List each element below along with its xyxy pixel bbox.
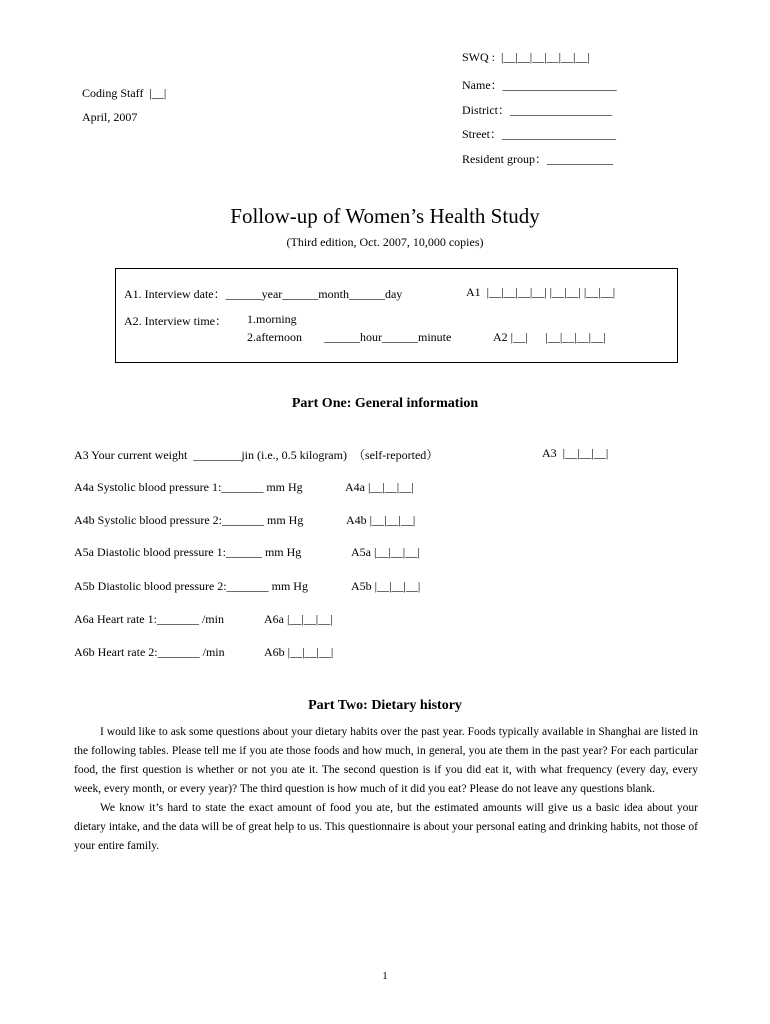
page-number: 1 <box>382 970 388 982</box>
a6a-code-field[interactable]: A6a |__|__|__| <box>264 612 333 626</box>
coding-staff-field[interactable]: Coding Staff |__| <box>82 86 167 100</box>
a2-code-field[interactable]: A2 |__| |__|__|__|__| <box>493 330 606 344</box>
district-field[interactable]: District：_________________ <box>462 103 612 117</box>
a1-code-field[interactable]: A1 |__|__|__|__| |__|__| |__|__| <box>466 285 616 299</box>
interview-time-field[interactable]: ______hour______minute <box>324 330 452 344</box>
interview-date-field[interactable]: A1. Interview date：______year______month______day <box>124 287 403 301</box>
a5a-diastolic-field[interactable]: A5a Diastolic blood pressure 1:______ mm Hg <box>74 545 302 559</box>
resident-group-field[interactable]: Resident group：___________ <box>462 152 613 166</box>
a4b-code-field[interactable]: A4b |__|__|__| <box>346 513 416 527</box>
name-field[interactable]: Name：___________________ <box>462 78 617 92</box>
intro-paragraph: I would like to ask some questions about your dietary habits over the past year. Foods typically available in Shanghai are listed in the following tables. Please tell me if you ate those foods and how much, in general, you ate them in the past year? For each particular food, the first question is whether or not you ate it. The second question is if you did eat it, with what frequency (every day, every week, every month, or every year)? The third question is how much of it did you eat? Please do not leave any questions blank. <box>74 726 698 795</box>
swq-code-field[interactable]: SWQ : |__|__|__|__|__|__| <box>462 50 590 64</box>
document-date: April, 2007 <box>82 110 138 124</box>
a3-weight-field[interactable]: A3 Your current weight ________jin (i.e., 0.5 kilogram) （self-reported） <box>74 448 439 462</box>
a4a-code-field[interactable]: A4a |__|__|__| <box>345 480 414 494</box>
interview-time-label: A2. Interview time： <box>124 314 227 328</box>
a6b-heart-rate-field[interactable]: A6b Heart rate 2:_______ /min <box>74 645 225 659</box>
option-afternoon[interactable]: 2.afternoon <box>247 330 302 344</box>
street-field[interactable]: Street：___________________ <box>462 127 616 141</box>
part-one-heading: Part One: General information <box>291 396 479 411</box>
page-title: Follow-up of Women’s Health Study <box>230 204 540 228</box>
page-subtitle: (Third edition, Oct. 2007, 10,000 copies) <box>286 235 484 249</box>
dietary-intro <box>74 723 698 856</box>
a5b-diastolic-field[interactable]: A5b Diastolic blood pressure 2:_______ mm Hg <box>74 579 308 593</box>
a5a-code-field[interactable]: A5a |__|__|__| <box>351 545 420 559</box>
part-two-heading: Part Two: Dietary history <box>308 698 462 713</box>
a5b-code-field[interactable]: A5b |__|__|__| <box>351 579 421 593</box>
a4b-systolic-field[interactable]: A4b Systolic blood pressure 2:_______ mm Hg <box>74 513 304 527</box>
intro-paragraph: We know it’s hard to state the exact amount of food you ate, but the estimated amounts will give us a basic idea about your dietary intake, and the data will be of great help to us. This questionnaire is about your personal eating and drinking habits, not those of your entire family. <box>74 802 698 852</box>
a3-code-field[interactable]: A3 |__|__|__| <box>542 446 609 460</box>
option-morning[interactable]: 1.morning <box>247 312 297 326</box>
a6a-heart-rate-field[interactable]: A6a Heart rate 1:_______ /min <box>74 612 224 626</box>
a6b-code-field[interactable]: A6b |__|__|__| <box>264 645 334 659</box>
a4a-systolic-field[interactable]: A4a Systolic blood pressure 1:_______ mm Hg <box>74 480 303 494</box>
